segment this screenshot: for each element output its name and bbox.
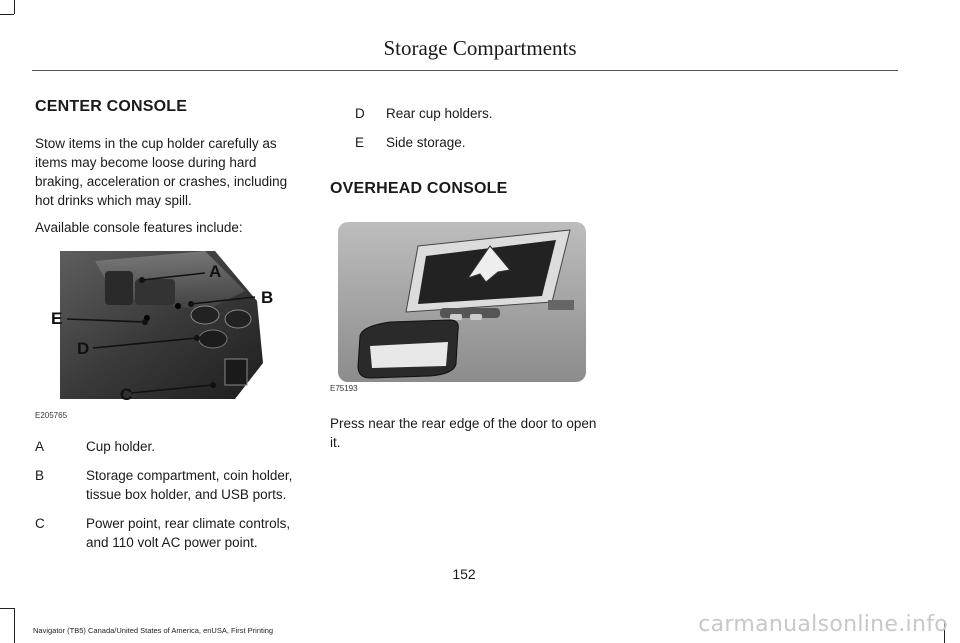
center-console-figure	[35, 251, 307, 421]
footer-text: Navigator (TB5) Canada/United States of America, enUSA, First Printing	[33, 626, 274, 635]
callout-c: C	[120, 385, 133, 404]
overhead-console-column	[330, 104, 610, 452]
crop-mark	[14, 608, 15, 643]
legend-item	[330, 104, 610, 123]
center-console-column	[35, 98, 307, 552]
overhead-console-figure	[330, 216, 590, 394]
crop-mark	[0, 608, 14, 609]
callout-b: B	[261, 288, 274, 307]
center-console-callouts	[35, 251, 307, 421]
legend-text: Storage compartment, coin holder, tissue box holder, and USB ports.	[86, 468, 293, 502]
figure-code: E75193	[330, 384, 358, 393]
callout-a: A	[209, 262, 222, 281]
legend-key: E	[355, 135, 365, 150]
crop-mark	[0, 14, 14, 15]
page-header-title: Storage Compartments	[383, 36, 577, 60]
legend-text: Side storage.	[386, 135, 466, 150]
callout-e: E	[51, 309, 63, 328]
legend-key: C	[35, 516, 45, 531]
legend-item	[35, 466, 307, 504]
overhead-console-heading: OVERHEAD CONSOLE	[330, 180, 508, 197]
watermark: carmanualsonline.info	[698, 612, 948, 637]
center-console-legend	[35, 437, 307, 552]
legend-item	[35, 437, 307, 456]
center-console-paragraph: Stow items in the cup holder carefully as items may become loose during hard braking, acceleration or crashes, including hot drinks which may spill.	[35, 136, 288, 208]
legend-item	[330, 133, 610, 152]
legend-key: A	[35, 439, 45, 454]
legend-text: Cup holder.	[86, 439, 156, 454]
legend-key: D	[355, 106, 365, 121]
legend-key: B	[35, 468, 45, 483]
legend-text: Power point, rear climate controls, and 110 volt AC power point.	[86, 516, 291, 550]
legend-item	[35, 514, 307, 552]
callout-d: D	[77, 339, 90, 358]
crop-mark	[14, 0, 15, 14]
center-console-legend-continued	[330, 104, 610, 152]
legend-text: Rear cup holders.	[386, 106, 493, 121]
overhead-console-illustration	[330, 216, 590, 394]
console-features-intro: Available console features include:	[35, 220, 243, 235]
center-console-heading: CENTER CONSOLE	[35, 98, 188, 115]
header-divider	[32, 70, 898, 71]
page-number: 152	[452, 566, 476, 582]
figure-code: E205765	[35, 411, 68, 420]
overhead-console-paragraph: Press near the rear edge of the door to open it.	[330, 416, 597, 450]
